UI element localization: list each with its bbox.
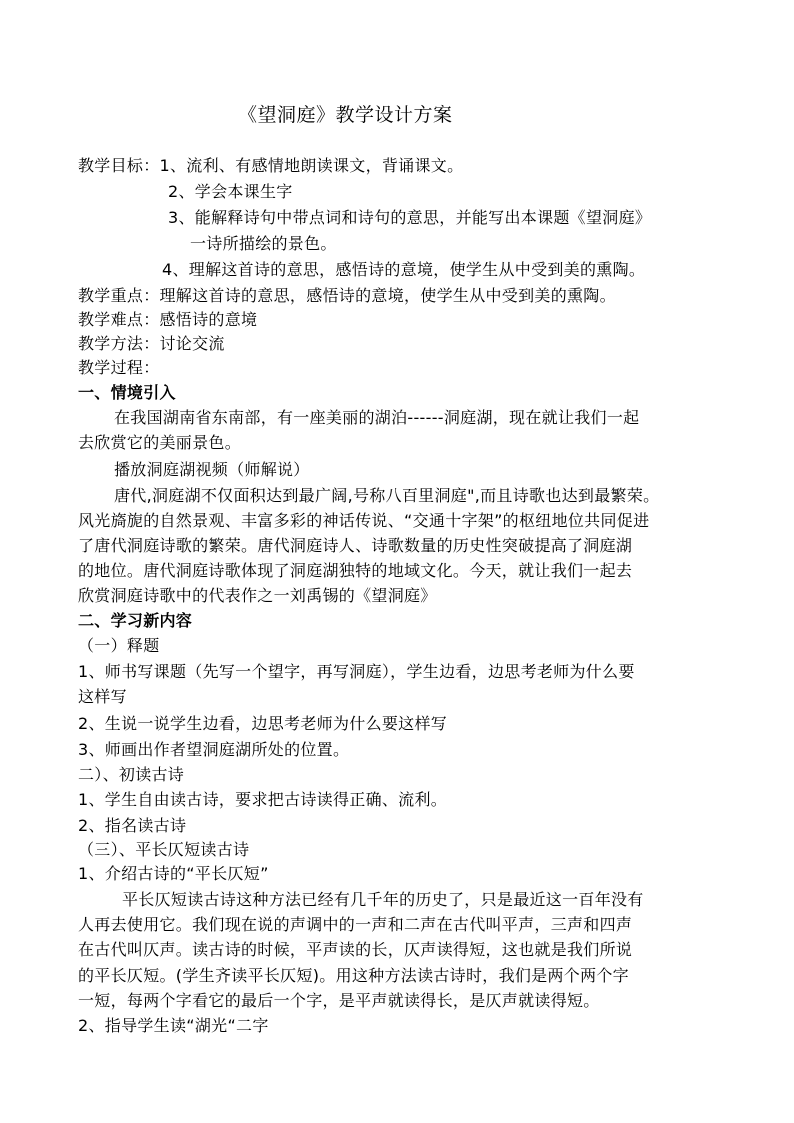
list-item: 2、指导学生读“湖光“二字 [78, 1016, 269, 1035]
process-heading: 教学过程： [78, 358, 160, 377]
subsection-heading: （一）释题 [78, 636, 160, 655]
objective-3-cont: 一诗所描绘的景色。 [190, 234, 337, 253]
paragraph-line: 欣赏洞庭诗歌中的代表作之一刘禹锡的《望洞庭》 [78, 586, 437, 605]
paragraph-line: 的平长仄短。(学生齐读平长仄短)。用这种方法读古诗时，我们是两个两个字 [78, 966, 629, 985]
paragraph-line: 在古代叫仄声。读古诗的时候，平声读的长，仄声读得短，这也就是我们所说 [78, 940, 633, 959]
list-item: 1、学生自由读古诗，要求把古诗读得正确、流利。 [78, 790, 448, 809]
paragraph-line: 平长仄短读古诗这种方法已经有几千年的历史了，只是最近这一百年没有 [122, 890, 644, 909]
paragraph-line: 的地位。唐代洞庭诗歌体现了洞庭湖独特的地域文化。今天，就让我们一起去 [78, 561, 633, 580]
paragraph-line: 唐代,洞庭湖不仅面积达到最广阔,号称八百里洞庭",而且诗歌也达到最繁荣。 [114, 486, 660, 505]
paragraph-line: 在我国湖南省东南部，有一座美丽的湖泊------洞庭湖，现在就让我们一起 [114, 408, 640, 427]
list-item: 2、指名读古诗 [78, 816, 187, 835]
list-item-cont: 这样写 [78, 687, 127, 706]
section-2-heading: 二、学习新内容 [78, 611, 193, 630]
objective-2: 2、学会本课生字 [168, 182, 293, 201]
key-point: 教学重点：理解这首诗的意思，感悟诗的意境，使学生从中受到美的熏陶。 [78, 286, 616, 305]
paragraph-line: 了唐代洞庭诗歌的繁荣。唐代洞庭诗人、诗歌数量的历史性突破提高了洞庭湖 [78, 536, 633, 555]
paragraph-line: 去欣赏它的美丽景色。 [78, 433, 242, 452]
list-item: 2、生说一说学生边看，边思考老师为什么要这样写 [78, 714, 448, 733]
objective-1: 教学目标：1、流利、有感情地朗读课文，背诵课文。 [78, 156, 464, 175]
paragraph-line: 风光旖旎的自然景观、丰富多彩的神话传说、“交通十字架”的枢纽地位共同促进 [78, 511, 650, 530]
section-1-heading: 一、情境引入 [78, 383, 176, 402]
list-item: 1、师书写课题（先写一个望字，再写洞庭），学生边看，边思考老师为什么要 [78, 662, 635, 681]
objective-4: 4、理解这首诗的意思，感悟诗的意境，使学生从中受到美的熏陶。 [162, 260, 646, 279]
list-item: 3、师画出作者望洞庭湖所处的位置。 [78, 740, 350, 759]
list-item: 1、介绍古诗的“平长仄短” [78, 864, 269, 883]
difficulty: 教学难点：感悟诗的意境 [78, 310, 258, 329]
objective-3: 3、能解释诗句中带点词和诗句的意思，并能写出本课题《望洞庭》 [168, 208, 652, 227]
method: 教学方法：讨论交流 [78, 334, 225, 353]
subsection-heading: 二）、初读古诗 [78, 765, 185, 784]
paragraph-line: 播放洞庭湖视频（师解说） [114, 460, 310, 479]
paragraph-line: 一短，每两个字看它的最后一个字，是平声就读得长，是仄声就读得短。 [78, 991, 600, 1010]
document-title-text: 《望洞庭》教学设计方案 [238, 104, 453, 126]
paragraph-line: 人再去使用它。我们现在说的声调中的一声和二声在古代叫平声，三声和四声 [78, 915, 633, 934]
subsection-heading: （三）、平长仄短读古诗 [78, 840, 250, 859]
